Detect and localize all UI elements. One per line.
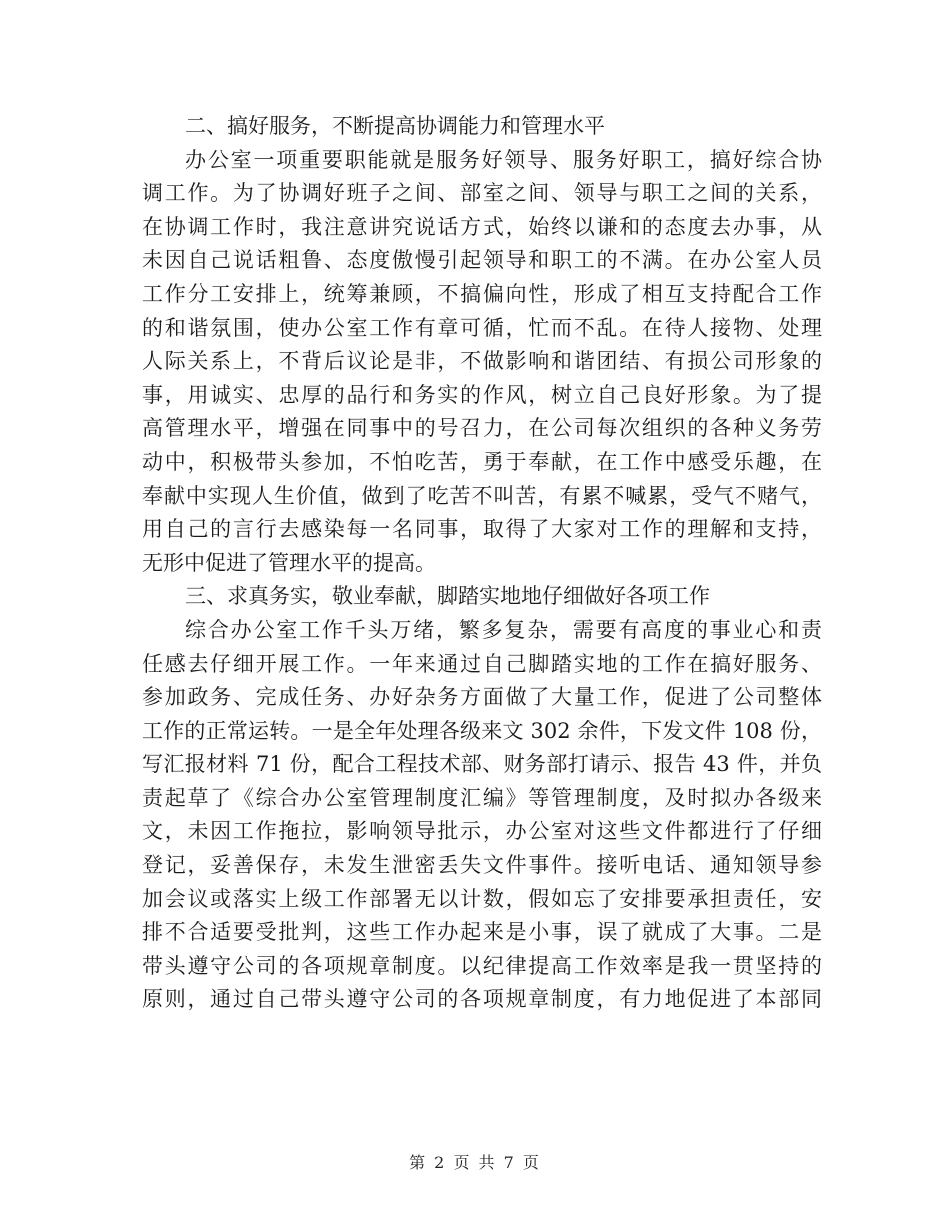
text-line: 二、搞好服务，不断提高协调能力和管理水平 [185, 114, 605, 138]
text-line: 调工作。为了协调好班子之间、部室之间、领导与职工之间的关系， [142, 181, 822, 206]
text-line: 办公室一项重要职能就是服务好领导、服务好职工，搞好综合协 [185, 147, 822, 172]
text-line: 三、求真务实，敬业奉献，脚踏实地地仔细做好各项工作 [185, 584, 710, 609]
text-line: 动中，积极带头参加，不怕吃苦，勇于奉献，在工作中感受乐趣，在 [142, 449, 822, 474]
text-line: 人际关系上，不背后议论是非，不做影响和谐团结、有损公司形象的 [142, 349, 822, 374]
text-line: 带头遵守公司的各项规章制度。以纪律提高工作效率是我一贯坚持的 [142, 953, 822, 978]
text-line: 工作的正常运转。一是全年处理各级来文 302 余件，下发文件 108 份， [142, 718, 822, 743]
text-line: 未因自己说话粗鲁、态度傲慢引起领导和职工的不满。在办公室人员 [142, 248, 822, 273]
text-line: 文，未因工作拖拉，影响领导批示，办公室对这些文件都进行了仔细 [142, 819, 822, 844]
text-line: 写汇报材料 71 份，配合工程技术部、财务部打请示、报告 43 件，并负 [142, 752, 822, 777]
text-line: 登记，妥善保存，未发生泄密丢失文件事件。接听电话、通知领导参 [142, 853, 822, 878]
text-line: 无形中促进了管理水平的提高。 [142, 550, 436, 575]
text-line: 奉献中实现人生价值，做到了吃苦不叫苦，有累不喊累，受气不赌气， [142, 483, 822, 508]
text-line: 加会议或落实上级工作部署无以计数，假如忘了安排要承担责任，安 [142, 886, 822, 911]
document-body [142, 110, 822, 1017]
text-line: 用自己的言行去感染每一名同事，取得了大家对工作的理解和支持， [142, 517, 822, 542]
text-line: 的和谐氛围，使办公室工作有章可循，忙而不乱。在待人接物、处理 [142, 315, 822, 340]
text-line: 在协调工作时，我注意讲究说话方式，始终以谦和的态度去办事，从 [142, 214, 822, 239]
text-line: 综合办公室工作千头万绪，繁多复杂，需要有高度的事业心和责 [185, 617, 822, 642]
text-line: 参加政务、完成任务、办好杂务方面做了大量工作，促进了公司整体 [142, 685, 822, 710]
text-line: 事，用诚实、忠厚的品行和务实的作风，树立自己良好形象。为了提 [142, 382, 822, 407]
text-line: 原则，通过自己带头遵守公司的各项规章制度，有力地促进了本部同 [142, 987, 822, 1012]
text-line: 任感去仔细开展工作。一年来通过自己脚踏实地的工作在搞好服务、 [142, 651, 822, 676]
text-line: 排不合适要受批判，这些工作办起来是小事，误了就成了大事。二是 [142, 920, 822, 945]
page-number-footer: 第 2 页 共 7 页 [409, 1153, 541, 1172]
text-line: 高管理水平，增强在同事中的号召力，在公司每次组织的各种义务劳 [142, 416, 822, 441]
text-line: 责起草了《综合办公室管理制度汇编》等管理制度，及时拟办各级来 [142, 785, 822, 810]
text-line: 工作分工安排上，统筹兼顾，不搞偏向性，形成了相互支持配合工作 [142, 281, 822, 306]
